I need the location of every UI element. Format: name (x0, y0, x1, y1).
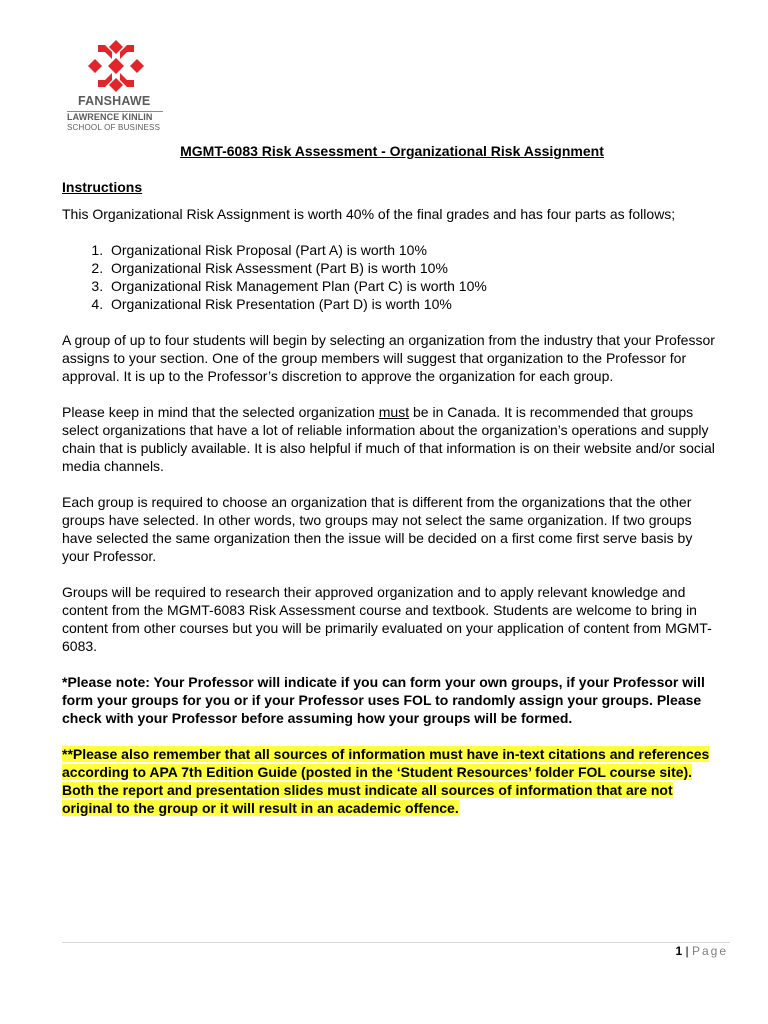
footer-separator: | (682, 944, 692, 958)
intro-paragraph: This Organizational Risk Assignment is worth 40% of the final grades and has four parts as follows; (62, 206, 676, 222)
page-footer (675, 944, 728, 958)
list-item: 2. Organizational Risk Assessment (Part B) is worth 10% (107, 259, 722, 277)
instructions-heading: Instructions (62, 179, 143, 195)
list-item: 1. Organizational Risk Proposal (Part A) is worth 10% (107, 241, 722, 259)
unique-organization-paragraph: Each group is required to choose an organization that is different from the organizations that the other groups have selected. In other words, two groups may not select the same organization. If two groups have selected the same organization then the issue will be decided on a first come first serve basis by your Professor. (62, 494, 693, 564)
footer-divider (62, 942, 730, 943)
citation-reminder (62, 745, 722, 817)
must-emphasis: must (378, 404, 410, 420)
research-paragraph: Groups will be required to research their approved organization and to apply relevant knowledge and content from the MGMT-6083 Risk Assessment course and textbook. Students are welcome to bring in content from other courses but you will be primarily evaluated on your application of content from MGMT-6083. (62, 584, 712, 654)
list-item: 4. Organizational Risk Presentation (Part D) is worth 10% (107, 295, 722, 313)
document-title: MGMT-6083 Risk Assessment - Organizational Risk Assignment (180, 143, 604, 159)
page-number: 1 (675, 944, 683, 958)
canada-paragraph (62, 403, 722, 475)
group-selection-paragraph: A group of up to four students will begin by selecting an organization from the industry that your Professor assigns to your section. One of the group members will suggest that organization to the Professor for approval. It is up to the Professor’s discretion to approve the organization for each group. (62, 332, 715, 384)
parts-list (62, 241, 722, 313)
fanshawe-emblem-icon (88, 40, 144, 92)
canada-text-after: be in Canada. It is recommended that groups select organizations that have a lot of reliable information about the organization’s operations and supply chain that is publicly available. It is also helpful if much of that information is on their website and/or social media channels. (62, 404, 715, 474)
list-item: 3. Organizational Risk Management Plan (Part C) is worth 10% (107, 277, 722, 295)
canada-text-before: Please keep in mind that the selected organization (62, 404, 379, 420)
logo-school-line1: LAWRENCE KINLIN (67, 112, 153, 122)
logo-name: FANSHAWE (78, 94, 151, 108)
fanshawe-logo (62, 40, 172, 135)
document-body (62, 142, 722, 835)
page-word: Page (691, 944, 728, 958)
citation-reminder-text: **Please also remember that all sources of information must have in-text citations and references according to APA 7th Edition Guide (posted in the ‘Student Resources’ folder FOL course site). Both the report and presentation slides must indicate all sources of information that are not original to the group or it will result in an academic offence. (62, 746, 710, 816)
groups-note: *Please note: Your Professor will indicate if you can form your own groups, if your Professor will form your groups for you or if your Professor uses FOL to randomly assign your groups. Please check with your Professor before assuming how your groups will be formed. (62, 674, 705, 726)
logo-school-line2: SCHOOL OF BUSINESS (67, 123, 161, 132)
